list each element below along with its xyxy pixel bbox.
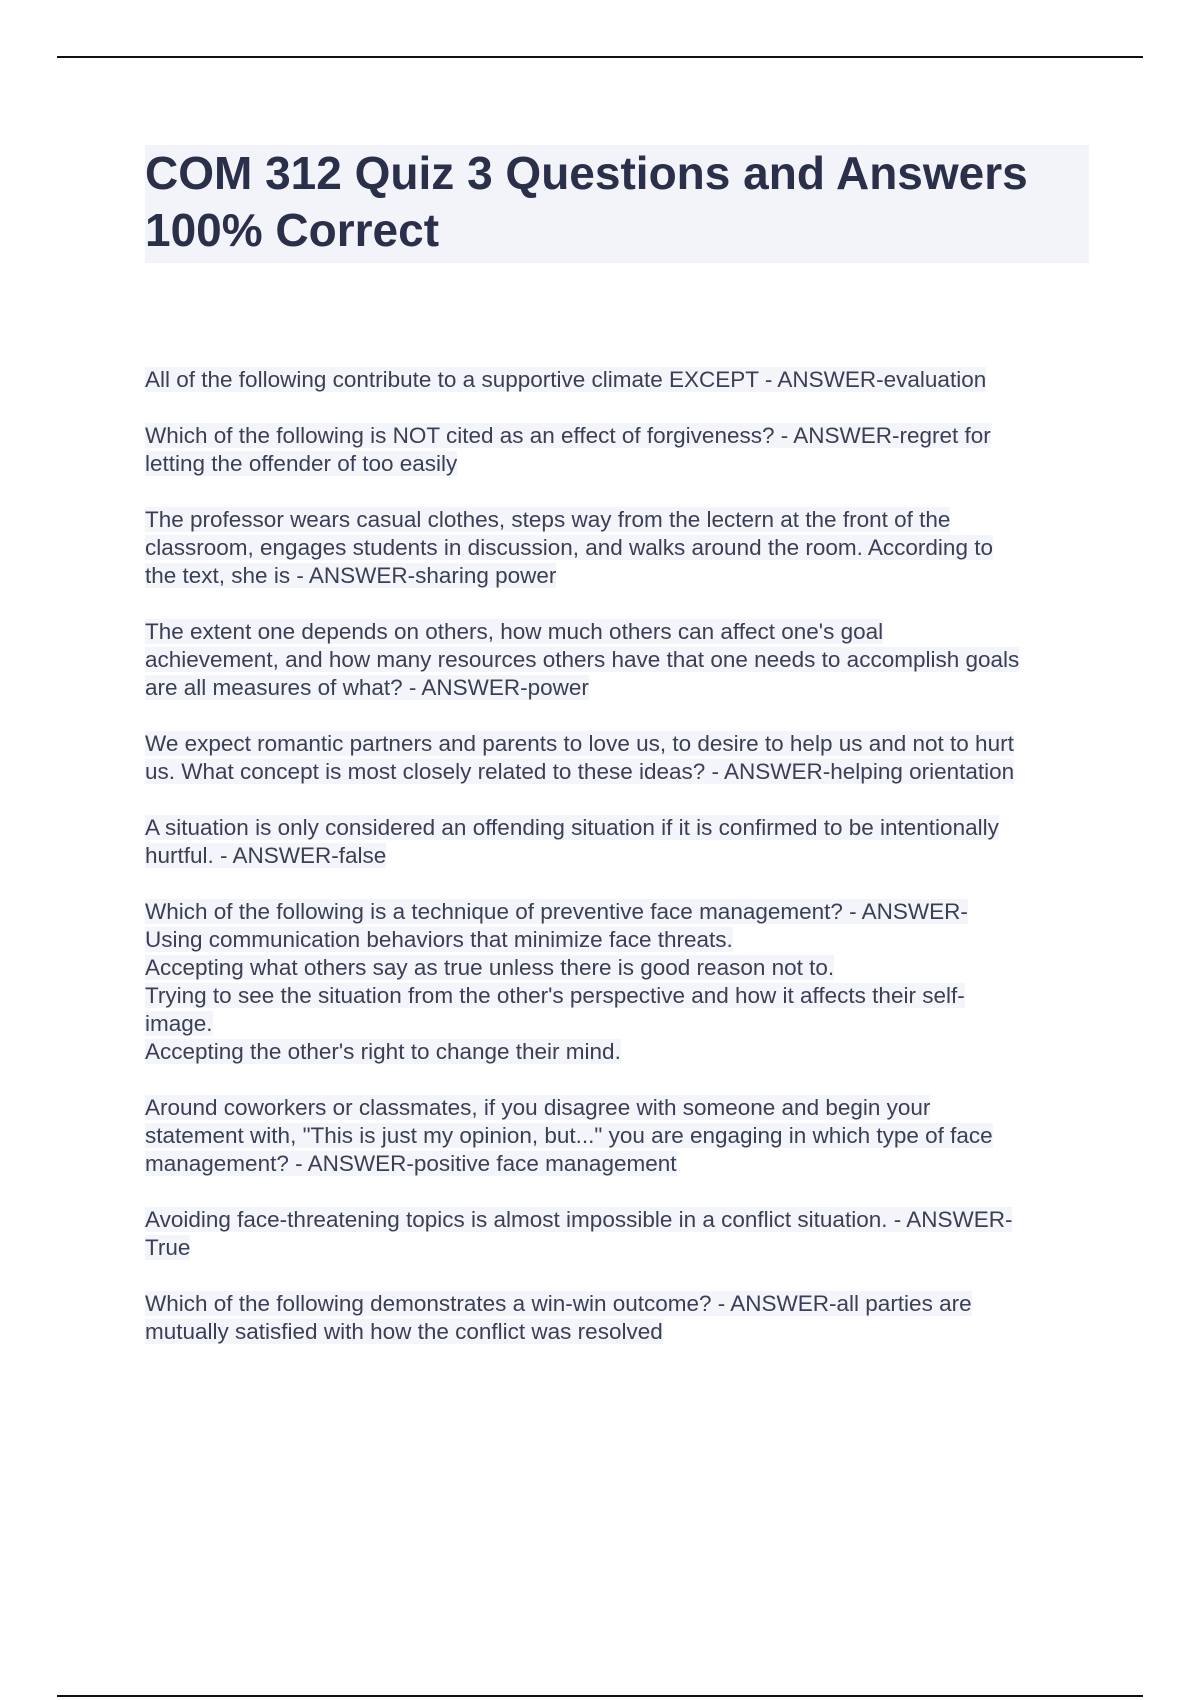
- qa-line-text: All of the following contribute to a supportive climate EXCEPT - ANSWER-evaluation: [145, 367, 987, 392]
- qa-line: [145, 422, 1095, 450]
- qa-line: [145, 1150, 1095, 1178]
- qa-line: [145, 814, 1095, 842]
- top-divider: [57, 56, 1143, 58]
- qa-line-text: Using communication behaviors that minimize face threats.: [145, 927, 733, 952]
- qa-line: [145, 982, 1095, 1010]
- qa-line-text: Accepting the other's right to change their mind.: [145, 1039, 621, 1064]
- qa-line: [145, 1234, 1095, 1262]
- qa-line-text: Which of the following is a technique of preventive face management? - ANSWER-: [145, 899, 968, 924]
- bottom-divider: [57, 1695, 1143, 1697]
- qa-list: [145, 366, 1095, 1374]
- page-title: [145, 145, 1089, 259]
- qa-line-text: Which of the following is NOT cited as an effect of forgiveness? - ANSWER-regret for: [145, 423, 991, 448]
- qa-line: [145, 618, 1095, 646]
- qa-item: [145, 1206, 1095, 1262]
- qa-item: [145, 730, 1095, 786]
- qa-line-text: the text, she is - ANSWER-sharing power: [145, 563, 557, 588]
- qa-line: [145, 646, 1095, 674]
- qa-line-text: are all measures of what? - ANSWER-power: [145, 675, 589, 700]
- qa-line-text: The professor wears casual clothes, steps way from the lectern at the front of the: [145, 507, 951, 532]
- qa-line: [145, 898, 1095, 926]
- qa-line: [145, 1206, 1095, 1234]
- qa-line: [145, 450, 1095, 478]
- qa-line-text: classroom, engages students in discussion, and walks around the room. According to: [145, 535, 993, 560]
- qa-line-text: image.: [145, 1011, 213, 1036]
- qa-line-text: True: [145, 1235, 191, 1260]
- qa-line: [145, 1318, 1095, 1346]
- qa-line-text: Avoiding face-threatening topics is almost impossible in a conflict situation. - ANSWER-: [145, 1207, 1013, 1232]
- qa-item: [145, 1094, 1095, 1178]
- qa-line: [145, 1122, 1095, 1150]
- qa-line: [145, 842, 1095, 870]
- qa-line: [145, 534, 1095, 562]
- qa-line-text: hurtful. - ANSWER-false: [145, 843, 387, 868]
- title-line-2: 100% Correct: [145, 204, 440, 256]
- qa-line-text: Which of the following demonstrates a win-win outcome? - ANSWER-all parties are: [145, 1291, 972, 1316]
- qa-line-text: Trying to see the situation from the other's perspective and how it affects their self-: [145, 983, 965, 1008]
- qa-line-text: management? - ANSWER-positive face management: [145, 1151, 677, 1176]
- qa-line: [145, 1290, 1095, 1318]
- title-block: [145, 145, 1089, 263]
- qa-line-text: mutually satisfied with how the conflict was resolved: [145, 1319, 663, 1344]
- qa-item: [145, 618, 1095, 702]
- qa-line: [145, 758, 1095, 786]
- qa-line: [145, 506, 1095, 534]
- qa-line: [145, 366, 1095, 394]
- qa-line: [145, 562, 1095, 590]
- qa-line: [145, 730, 1095, 758]
- qa-item: [145, 366, 1095, 394]
- qa-line: [145, 954, 1095, 982]
- qa-line-text: achievement, and how many resources others have that one needs to accomplish goals: [145, 647, 1020, 672]
- qa-line: [145, 1010, 1095, 1038]
- qa-line-text: letting the offender of too easily: [145, 451, 458, 476]
- qa-item: [145, 1290, 1095, 1346]
- qa-line: [145, 926, 1095, 954]
- qa-line: [145, 1038, 1095, 1066]
- qa-line-text: Accepting what others say as true unless there is good reason not to.: [145, 955, 835, 980]
- qa-line-text: A situation is only considered an offending situation if it is confirmed to be intentionally: [145, 815, 999, 840]
- qa-item: [145, 506, 1095, 590]
- qa-line-text: We expect romantic partners and parents to love us, to desire to help us and not to hurt: [145, 731, 1014, 756]
- qa-item: [145, 814, 1095, 870]
- qa-line-text: statement with, "This is just my opinion, but..." you are engaging in which type of face: [145, 1123, 993, 1148]
- qa-line: [145, 674, 1095, 702]
- qa-line-text: us. What concept is most closely related to these ideas? - ANSWER-helping orientation: [145, 759, 1015, 784]
- title-line-1: COM 312 Quiz 3 Questions and Answers: [145, 147, 1028, 199]
- qa-line-text: The extent one depends on others, how much others can affect one's goal: [145, 619, 884, 644]
- qa-item: [145, 898, 1095, 1066]
- qa-item: [145, 422, 1095, 478]
- qa-line: [145, 1094, 1095, 1122]
- qa-line-text: Around coworkers or classmates, if you disagree with someone and begin your: [145, 1095, 931, 1120]
